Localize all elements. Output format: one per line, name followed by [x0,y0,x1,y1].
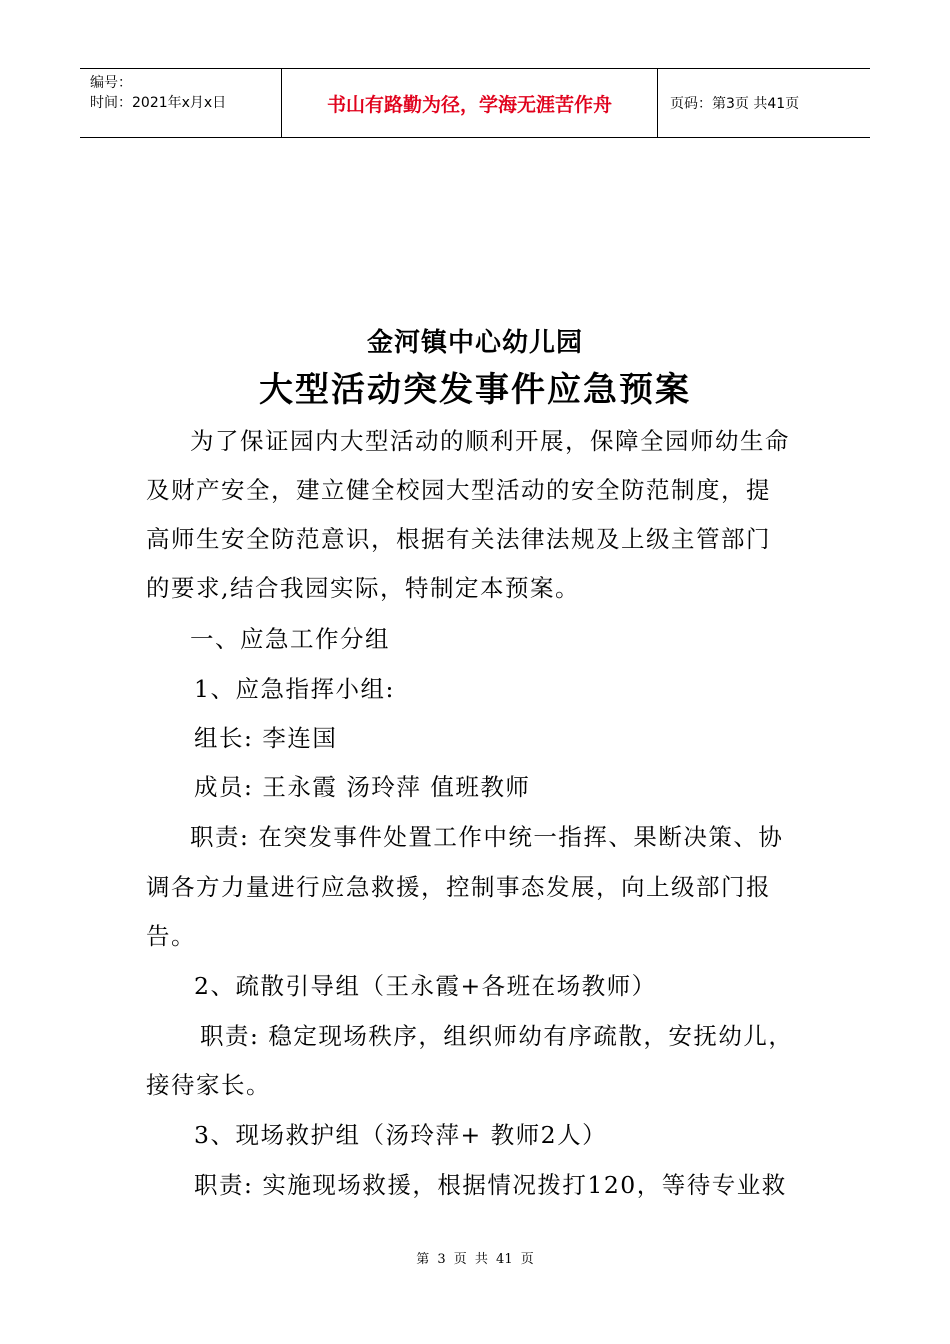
number-label: 编号： [90,75,132,91]
group-heading: 1、应急指挥小组: [194,675,395,703]
document-title-main: 大型活动突发事件应急预案 [259,370,691,410]
body-line: 职责: 实施现场救援，根据情况拨打120，等待专业救 [194,1171,787,1199]
body-line: 调各方力量进行应急救援，控制事态发展，向上级部门报 [146,873,771,901]
page-footer: 第 3 页 共 41 页 [416,1252,534,1267]
body-line: 接待家长。 [146,1071,271,1099]
body-line: 职责: 稳定现场秩序，组织师幼有序疏散，安抚幼儿， [200,1022,794,1050]
document-title-org: 金河镇中心幼儿园 [366,328,583,358]
body-line: 成员: 王永霞 汤玲萍 值班教师 [194,773,531,801]
group-heading: 2、疏散引导组（王永霞+各班在场教师） [194,972,657,1000]
date-label: 时间：2021年x月x日 [90,95,227,111]
body-line: 的要求,结合我园实际，特制定本预案。 [146,574,580,602]
header-meta [80,69,282,137]
body-line: 职责: 在突发事件处置工作中统一指挥、果断决策、协 [190,823,784,851]
header-page-info: 页码：第3页 共41页 [670,96,800,112]
body-line: 高师生安全防范意识，根据有关法律法规及上级主管部门 [146,525,771,553]
body-line: 组长: 李连国 [194,724,338,752]
header-motto: 书山有路勤为径，学海无涯苦作舟 [282,69,658,137]
group-heading: 3、现场救护组（汤玲萍+ 教师2人） [194,1121,608,1149]
section-heading: 一、应急工作分组 [190,625,390,653]
body-line: 及财产安全，建立健全校园大型活动的安全防范制度，提 [146,476,771,504]
body-line: 告。 [146,922,196,950]
page-header [80,68,870,138]
body-line: 为了保证园内大型活动的顺利开展，保障全园师幼生命 [190,427,790,455]
